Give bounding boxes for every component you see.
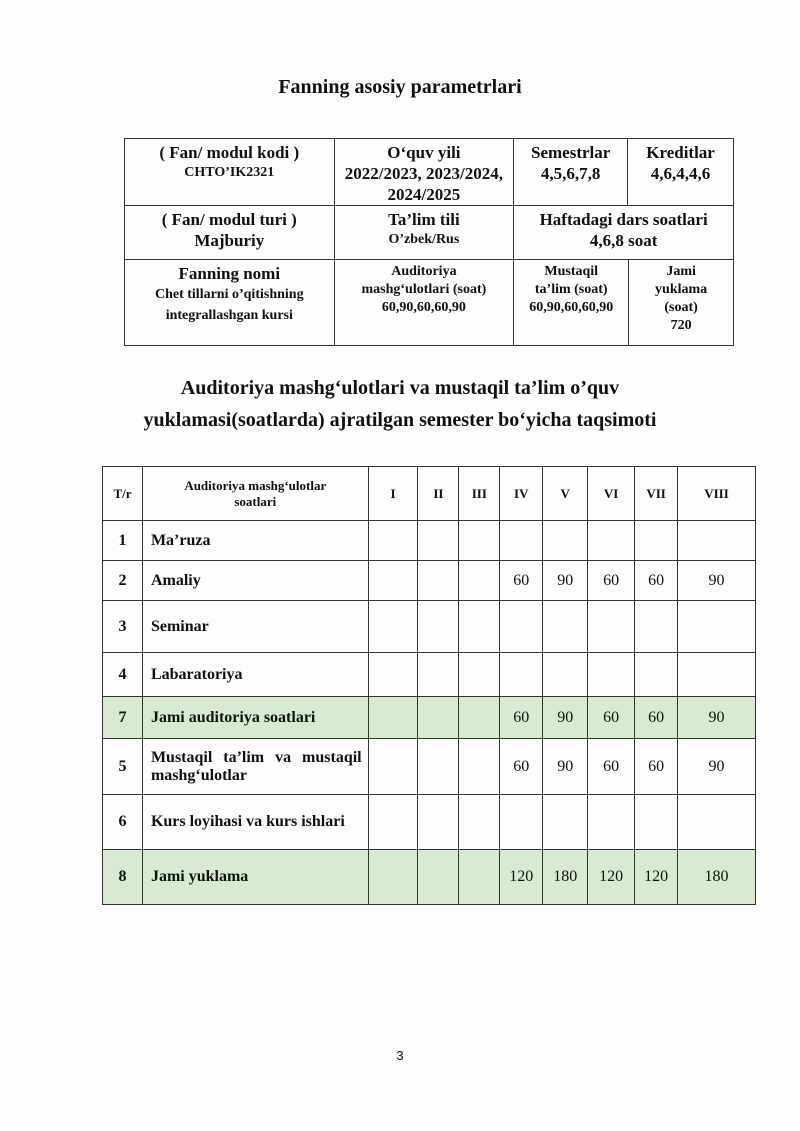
weekly-hours-cell xyxy=(514,206,734,260)
module-type-cell xyxy=(125,206,335,260)
row-value xyxy=(588,521,635,561)
row-value: 60 xyxy=(588,561,635,601)
row-value xyxy=(368,601,418,653)
module-code-label: ( Fan/ modul kodi ) xyxy=(159,143,300,162)
credits-value: 4,6,4,4,6 xyxy=(650,164,711,183)
subject-name-cell xyxy=(125,260,335,346)
table-row xyxy=(103,795,756,850)
row-number: 5 xyxy=(103,739,143,795)
row-number: 7 xyxy=(103,697,143,739)
table-row xyxy=(103,601,756,653)
auditory-hours-cell xyxy=(334,260,514,346)
semesters-value: 4,5,6,7,8 xyxy=(540,164,601,183)
row-value xyxy=(459,521,500,561)
distribution-table xyxy=(102,466,756,905)
row-value xyxy=(418,850,459,905)
semesters-label: Semestrlar xyxy=(531,143,611,162)
row-number: 2 xyxy=(103,561,143,601)
page-number: 3 xyxy=(396,1048,404,1063)
total-load-label-3: (soat) xyxy=(664,300,698,315)
subject-name-value-2: integrallashgan kursi xyxy=(165,308,293,323)
weekly-hours-value: 4,6,8 soat xyxy=(589,231,658,250)
row-value xyxy=(418,653,459,697)
table-row-highlighted xyxy=(103,850,756,905)
academic-year-label: O‘quv yili xyxy=(387,143,461,162)
module-code-value: CHTO’IK2321 xyxy=(184,165,275,180)
total-load-value: 720 xyxy=(670,318,692,333)
language-value: O’zbek/Rus xyxy=(388,232,460,247)
row-value xyxy=(678,653,756,697)
auditory-hours-label-1: Auditoriya xyxy=(391,264,457,279)
row-label: Amaliy xyxy=(142,561,368,601)
header-number: T/r xyxy=(103,467,143,521)
table-row xyxy=(103,739,756,795)
header-semester: I xyxy=(368,467,418,521)
header-semester: II xyxy=(418,467,459,521)
row-label: Jami yuklama xyxy=(142,850,368,905)
independent-total-subtable xyxy=(514,260,733,345)
module-type-value: Majburiy xyxy=(194,231,265,250)
row-value xyxy=(368,521,418,561)
row-value xyxy=(588,653,635,697)
row-number: 1 xyxy=(103,521,143,561)
row-value xyxy=(418,601,459,653)
language-cell xyxy=(334,206,514,260)
row-value: 180 xyxy=(543,850,588,905)
row-value xyxy=(543,653,588,697)
row-value xyxy=(635,601,678,653)
independent-hours-cell xyxy=(514,260,629,345)
row-value xyxy=(459,653,500,697)
credits-label: Kreditlar xyxy=(646,143,715,162)
table-row xyxy=(103,561,756,601)
independent-hours-label-1: Mustaqil xyxy=(544,264,599,279)
row-number: 3 xyxy=(103,601,143,653)
parameters-row xyxy=(125,260,734,346)
table-header-row xyxy=(103,467,756,521)
row-label: Labaratoriya xyxy=(142,653,368,697)
academic-year-cell xyxy=(334,139,514,206)
row-value xyxy=(543,521,588,561)
parameters-table xyxy=(124,138,734,346)
row-value xyxy=(368,739,418,795)
total-load-label-1: Jami xyxy=(666,264,696,279)
row-value: 120 xyxy=(588,850,635,905)
row-value xyxy=(678,521,756,561)
header-semester: V xyxy=(543,467,588,521)
row-value: 120 xyxy=(500,850,543,905)
row-value: 90 xyxy=(678,697,756,739)
row-value xyxy=(635,795,678,850)
row-number: 4 xyxy=(103,653,143,697)
weekly-hours-label: Haftadagi dars soatlari xyxy=(539,210,708,229)
section-title-parameters: Fanning asosiy parametrlari xyxy=(278,76,522,98)
row-label: Kurs loyihasi va kurs ishlari xyxy=(142,795,368,850)
language-label: Ta’lim tili xyxy=(388,210,460,229)
header-semester: VII xyxy=(635,467,678,521)
row-value: 120 xyxy=(635,850,678,905)
row-value xyxy=(543,795,588,850)
section-title-distribution-line-1: Auditoriya mashg‘ulotlari va mustaqil ta’lim o’quv xyxy=(180,377,620,399)
row-value xyxy=(459,850,500,905)
row-value xyxy=(459,739,500,795)
row-value xyxy=(418,697,459,739)
header-activity xyxy=(142,467,368,521)
row-value xyxy=(459,795,500,850)
row-value xyxy=(500,795,543,850)
section-title-distribution xyxy=(0,372,800,436)
total-load-cell xyxy=(629,260,733,345)
row-value: 180 xyxy=(678,850,756,905)
row-value: 60 xyxy=(500,739,543,795)
row-value: 60 xyxy=(635,739,678,795)
table-row xyxy=(103,653,756,697)
row-value xyxy=(459,697,500,739)
row-value xyxy=(459,601,500,653)
row-value xyxy=(418,521,459,561)
row-value: 60 xyxy=(500,561,543,601)
row-value xyxy=(500,653,543,697)
row-value: 60 xyxy=(635,561,678,601)
row-value xyxy=(459,561,500,601)
academic-year-value-2: 2024/2025 xyxy=(387,185,461,204)
row-value: 60 xyxy=(500,697,543,739)
independent-hours-value: 60,90,60,60,90 xyxy=(529,300,614,315)
total-load-label-2: yuklama xyxy=(655,282,708,297)
header-activity-line-1: Auditoriya mashg‘ulotlar xyxy=(184,477,327,493)
row-value xyxy=(543,601,588,653)
auditory-hours-value: 60,90,60,60,90 xyxy=(381,300,466,315)
header-semester: VI xyxy=(588,467,635,521)
row-value xyxy=(500,521,543,561)
row-value xyxy=(368,795,418,850)
row-label: Mustaqil ta’lim va mustaqil mashg‘ulotlar xyxy=(142,739,368,795)
section-title-distribution-line-2: yuklamasi(soatlarda) ajratilgan semester bo‘yicha taqsimoti xyxy=(143,409,657,431)
independent-total-cell xyxy=(514,260,734,346)
row-value xyxy=(368,653,418,697)
row-label: Jami auditoriya soatlari xyxy=(142,697,368,739)
row-value xyxy=(678,795,756,850)
row-value xyxy=(418,561,459,601)
credits-cell xyxy=(628,139,734,206)
row-value xyxy=(635,521,678,561)
auditory-hours-label-2: mashg‘ulotlari (soat) xyxy=(361,282,487,297)
subject-name-value-1: Chet tillarni o’qitishning xyxy=(154,287,304,302)
row-value xyxy=(635,653,678,697)
row-value xyxy=(368,697,418,739)
row-value: 90 xyxy=(678,561,756,601)
parameters-row xyxy=(125,206,734,260)
row-value xyxy=(588,601,635,653)
row-value: 90 xyxy=(543,561,588,601)
module-type-label: ( Fan/ modul turi ) xyxy=(161,210,297,229)
row-value: 90 xyxy=(543,739,588,795)
parameters-row xyxy=(125,139,734,206)
module-code-cell xyxy=(125,139,335,206)
independent-hours-label-2: ta’lim (soat) xyxy=(534,282,608,297)
row-value: 60 xyxy=(635,697,678,739)
row-label: Seminar xyxy=(142,601,368,653)
row-value xyxy=(418,739,459,795)
row-value xyxy=(500,601,543,653)
row-number: 6 xyxy=(103,795,143,850)
academic-year-value-1: 2022/2023, 2023/2024, xyxy=(344,164,503,183)
row-value: 60 xyxy=(588,739,635,795)
row-value: 90 xyxy=(678,739,756,795)
subject-name-label: Fanning nomi xyxy=(178,264,281,283)
table-row xyxy=(103,521,756,561)
header-semester: IV xyxy=(500,467,543,521)
row-value: 60 xyxy=(588,697,635,739)
header-activity-line-2: soatlari xyxy=(234,493,277,509)
row-label: Ma’ruza xyxy=(142,521,368,561)
row-value xyxy=(368,561,418,601)
table-row-highlighted xyxy=(103,697,756,739)
semesters-cell xyxy=(514,139,628,206)
row-number: 8 xyxy=(103,850,143,905)
row-value xyxy=(678,601,756,653)
row-value xyxy=(368,850,418,905)
row-value xyxy=(588,795,635,850)
row-value xyxy=(418,795,459,850)
row-value: 90 xyxy=(543,697,588,739)
header-semester: III xyxy=(459,467,500,521)
header-semester: VIII xyxy=(678,467,756,521)
